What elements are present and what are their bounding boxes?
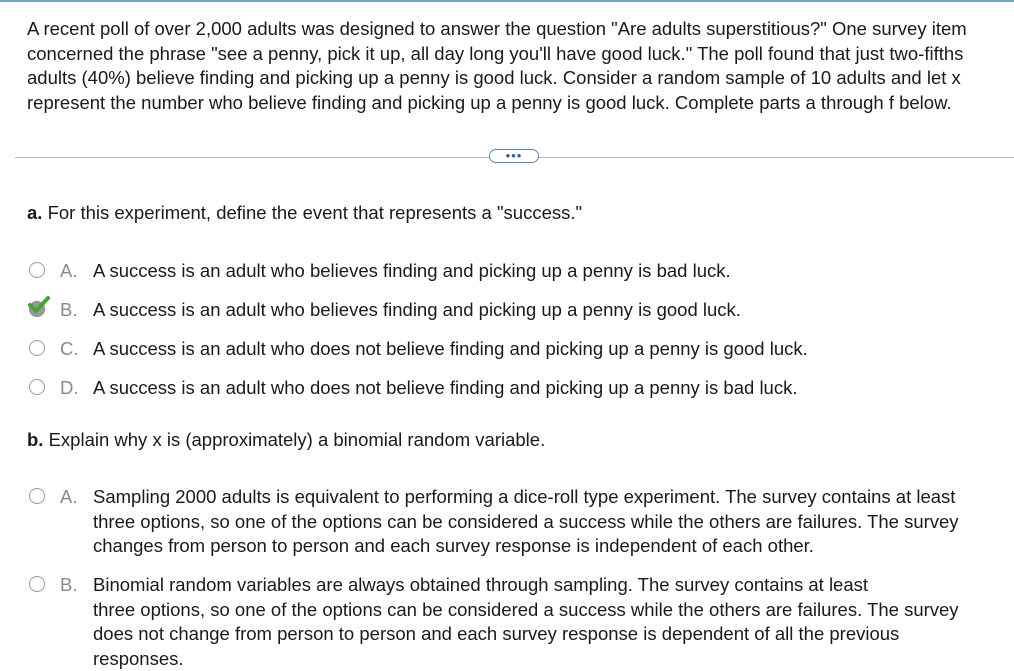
option-letter: A. [60, 486, 78, 507]
part-b-question [27, 428, 545, 452]
option-letter: A. [60, 260, 78, 281]
radio-button[interactable] [29, 262, 45, 278]
part-a-text: For this experiment, define the event that represents a "success." [47, 202, 583, 223]
expand-button[interactable]: ••• [489, 149, 539, 163]
radio-button[interactable] [29, 488, 45, 504]
radio-button[interactable] [29, 340, 45, 356]
option-text: Binomial random variables are always obtained through sampling. The survey contains at least three options, so one of the options can be considered a success while the others are failures. The survey does not change from person to person and each survey response is dependent of all the previous responses. [93, 574, 959, 669]
radio-button[interactable] [29, 379, 45, 395]
option-letter: C. [60, 338, 79, 359]
option-letter: B. [60, 574, 78, 595]
problem-intro: A recent poll of over 2,000 adults was designed to answer the question "Are adults superstitious?" One survey item concerned the phrase "see a penny, pick it up, all day long you'll have good luck." The poll found that just two-fifths adults (40%) believe finding and picking up a penny is good luck. Consider a random sample of 10 adults and let x represent the number who believe finding and picking up a penny is good luck. Complete parts a through f below. [27, 18, 967, 114]
part-a-question [27, 201, 582, 225]
part-b-label: b. [27, 429, 44, 450]
option-text: A success is an adult who does not believe finding and picking up a penny is bad luck. [93, 377, 798, 398]
part-b-text: Explain why x is (approximately) a binomial random variable. [48, 429, 546, 450]
radio-button[interactable] [29, 576, 45, 592]
option-letter: B. [60, 299, 78, 320]
option-text: A success is an adult who believes finding and picking up a penny is bad luck. [93, 260, 731, 281]
part-a-label: a. [27, 202, 43, 223]
option-letter: D. [60, 377, 79, 398]
checkmark-icon [27, 295, 51, 315]
option-text: A success is an adult who believes finding and picking up a penny is good luck. [93, 299, 741, 320]
option-text: A success is an adult who does not believe finding and picking up a penny is good luck. [93, 338, 808, 359]
top-border [0, 0, 1014, 2]
option-text: Sampling 2000 adults is equivalent to performing a dice-roll type experiment. The survey contains at least three options, so one of the options can be considered a success while the others are failures. The survey changes from person to person and each survey response is independent of each other. [93, 486, 959, 556]
